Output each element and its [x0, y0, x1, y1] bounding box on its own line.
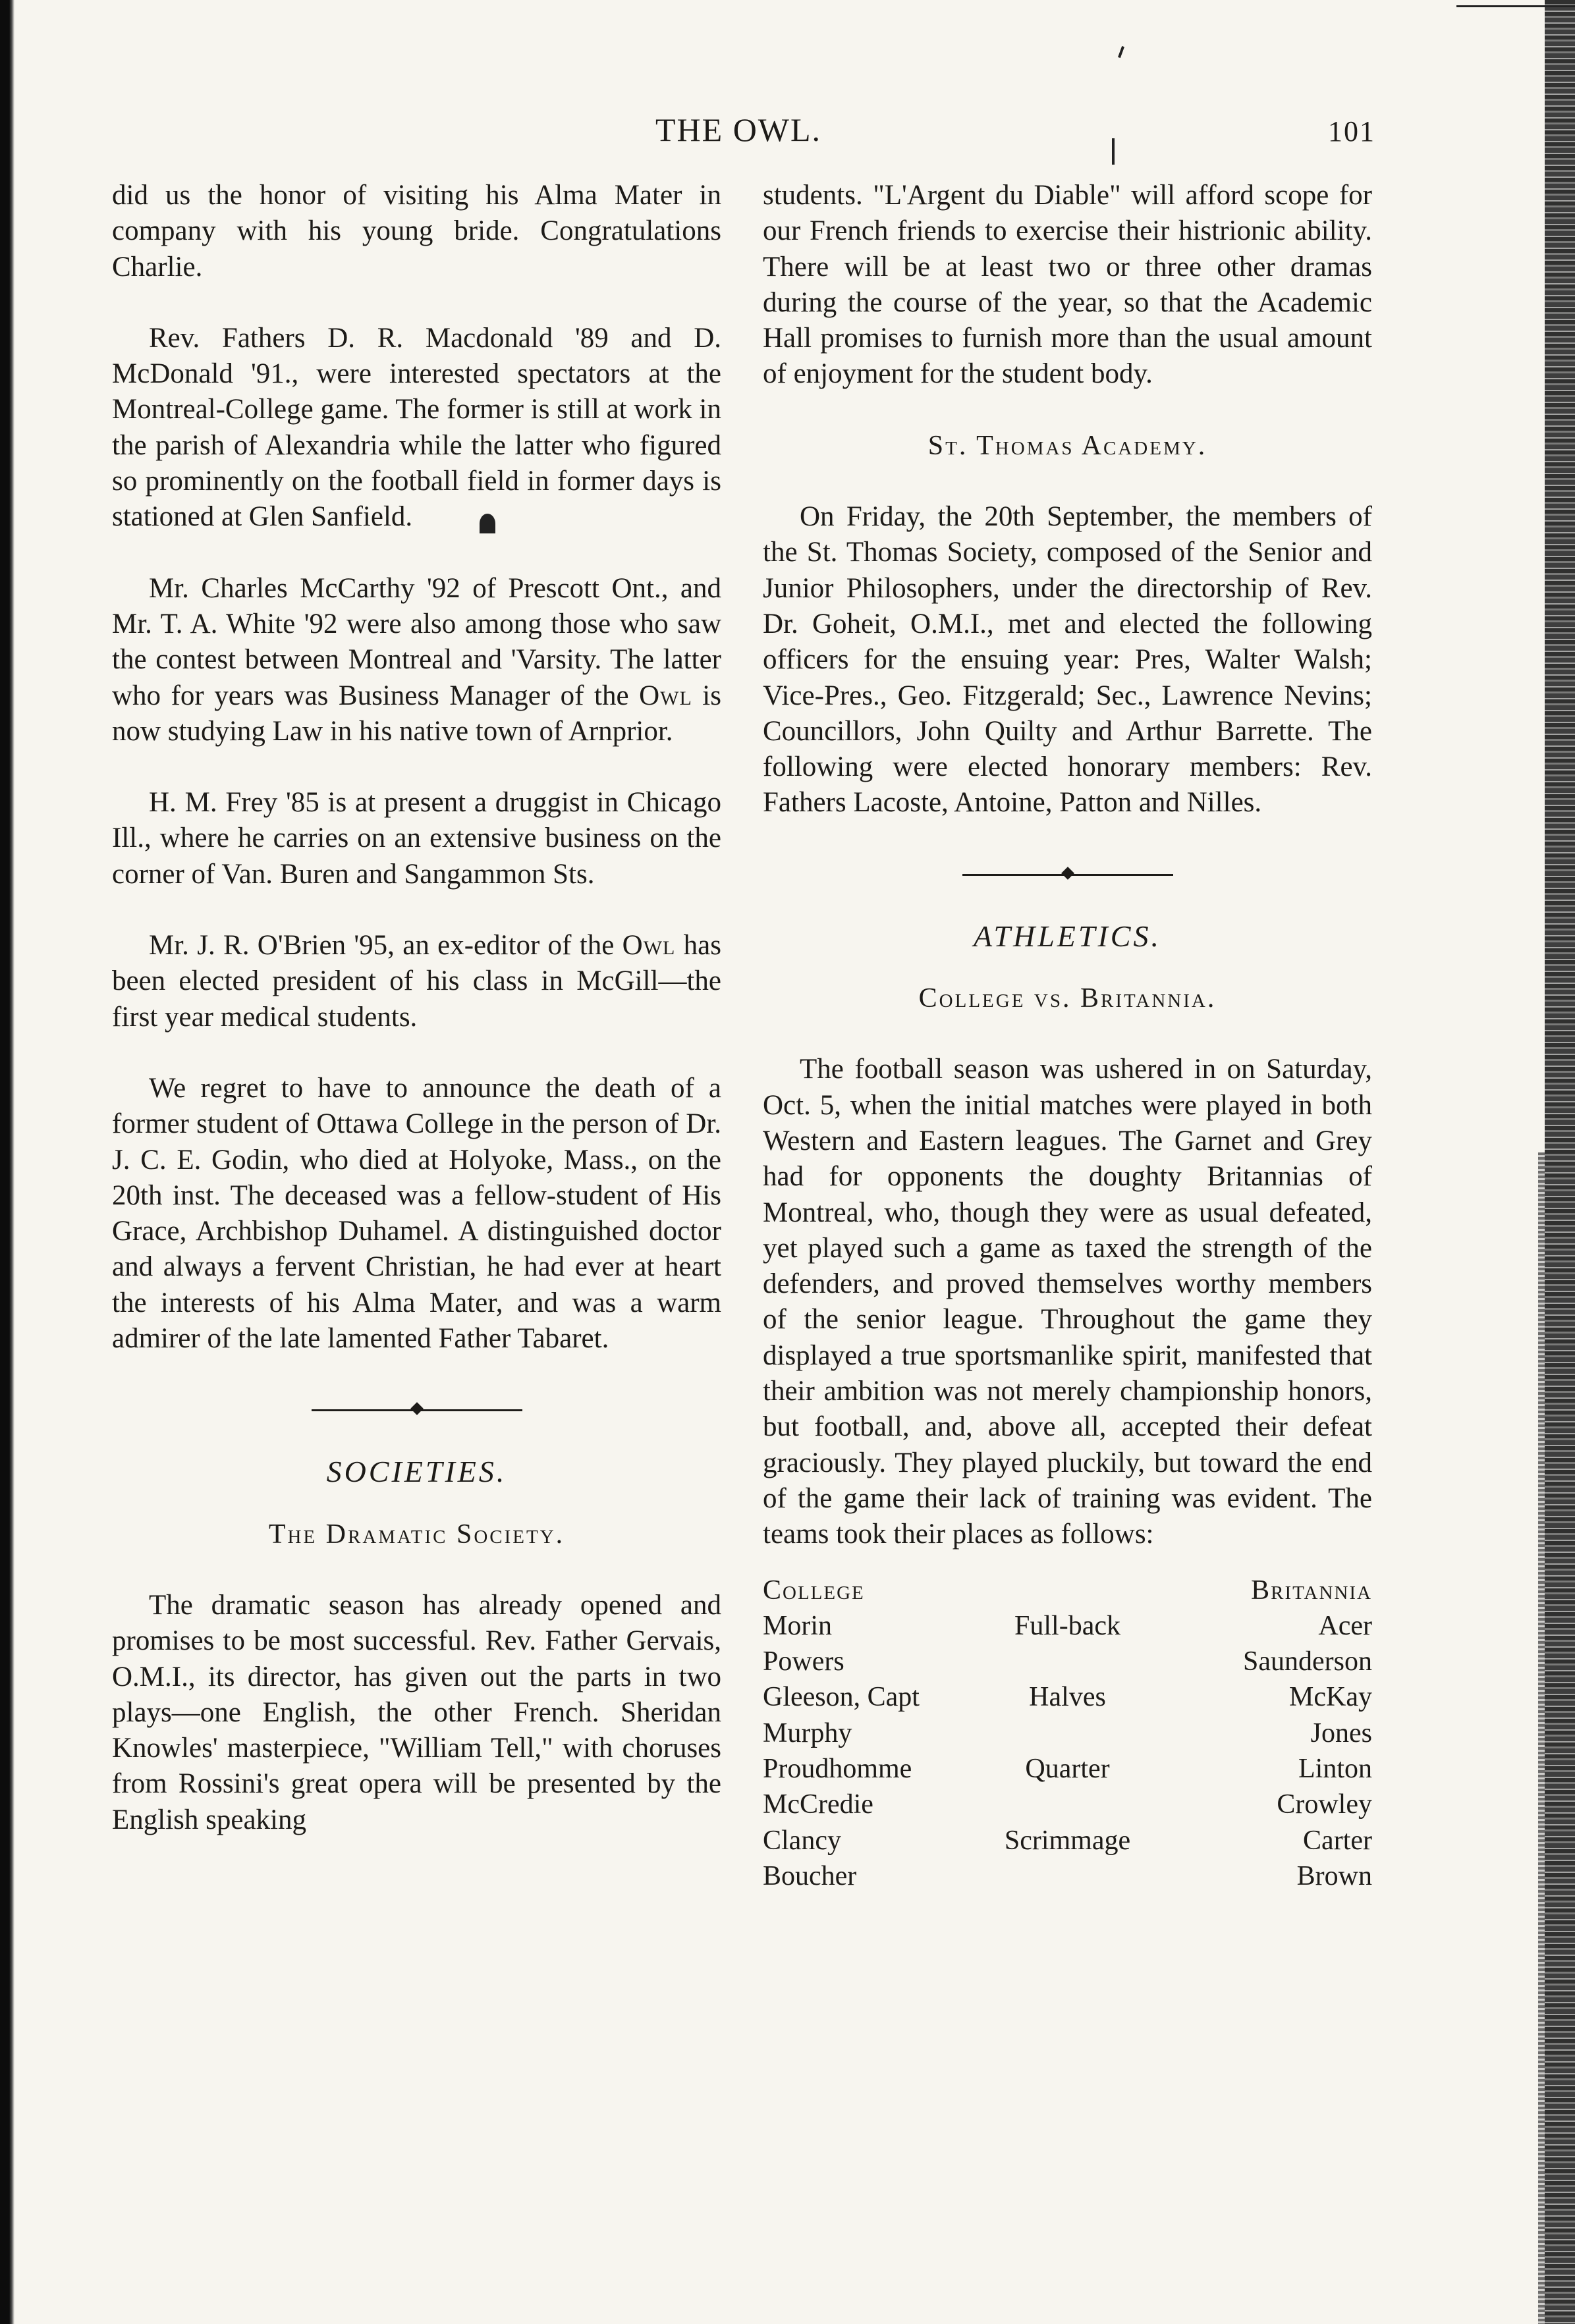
college-vs-britannia-heading: College vs. Britannia.: [918, 983, 1217, 1014]
college-player: Murphy: [763, 1717, 852, 1748]
lineup-position: Quarter: [1025, 1753, 1110, 1784]
college-player: Clancy: [763, 1825, 841, 1856]
journal-title: THE OWL.: [655, 111, 822, 148]
college-player: Gleeson, Capt: [763, 1682, 920, 1713]
paragraph-text: is now studying Law in his native town of Arnprior.: [112, 680, 721, 747]
lineup-row: [763, 1679, 1372, 1715]
societies-heading: SOCIETIES.: [326, 1455, 507, 1489]
team-lineup-table: [763, 1573, 1372, 1895]
lineup-row: [763, 1716, 1372, 1751]
britannia-player: Carter: [1303, 1825, 1372, 1856]
lineup-position: Scrimmage: [1004, 1825, 1131, 1856]
paragraph-alma-mater-visit: did us the honor of visiting his Alma Mater in company with his young bride. Congratulations Charlie.: [112, 180, 721, 283]
lineup-row: [763, 1858, 1372, 1894]
lineup-position: [976, 1716, 1160, 1751]
divider-diamond-icon: [410, 1402, 424, 1415]
college-player: McCredie: [763, 1789, 873, 1820]
paragraph-frey: H. M. Frey '85 is at present a druggist in Chicago Ill., where he carries on an extensive business on the corner of Van. Buren and Sangammon Sts.: [112, 787, 721, 890]
athletics-heading: ATHLETICS.: [974, 919, 1161, 953]
college-player: Powers: [763, 1646, 844, 1677]
lineup-row: [763, 1608, 1372, 1644]
lineup-row: [763, 1787, 1372, 1822]
paragraph-st-thomas-society: On Friday, the 20th September, the members of the St. Thomas Society, composed of the Senior and Junior Philosophers, under the directorship of Rev. Dr. Goheit, O.M.I., met and elected the following officers for the ensuing year: Pres, Walter Walsh; Vice-Pres., Geo. Fitzgerald; Sec., Lawrence Nevins; Councillors, John Quilty and Arthur Barrette. The following were elected honorary members: Rev. Fathers Lacoste, Antoine, Patton and Nilles.: [763, 501, 1372, 819]
section-divider: [763, 857, 1372, 892]
britannia-team-label: Britannia: [1251, 1575, 1372, 1606]
dramatic-society-heading: The Dramatic Society.: [268, 1519, 565, 1550]
section-divider: [112, 1392, 721, 1428]
left-column: [112, 178, 721, 1874]
paragraph-text: has been elected president of his class in McGill—the first year medical students.: [112, 930, 721, 1033]
college-team-label: College: [763, 1575, 865, 1606]
lineup-row: [763, 1644, 1372, 1679]
lineup-position: [976, 1644, 1160, 1679]
scan-shadow-right: [1545, 0, 1575, 2324]
lineup-position: Full-back: [1014, 1610, 1120, 1641]
paragraph-mccarthy-white: [112, 571, 721, 749]
scan-shadow-left: [0, 0, 14, 2324]
college-player: Boucher: [763, 1860, 857, 1891]
right-column: [763, 178, 1372, 1894]
paragraph-football-season: The football season was ushered in on Saturday, Oct. 5, when the initial matches were played in both Western and Eastern leagues. The Garnet and Grey had for opponents the doughty Britannias of Montreal, who, though they were as usual defeated, yet played such a game as taxed the strength of the defenders, and proved themselves worthy members of the senior league. Throughout the game they displayed a true sportsmanlike spirit, manifested that their ambition was not merely championship honors, but football, and, above all, accepted their defeat graciously. They played pluckily, but toward the end of the game their lack of training was evident. The teams took their places as follows:: [763, 1054, 1372, 1550]
st-thomas-academy-heading: St. Thomas Academy.: [927, 430, 1207, 461]
paragraph-obrien: [112, 928, 721, 1035]
lineup-position: [976, 1858, 1160, 1894]
scan-noise-right: [1538, 1152, 1545, 2324]
running-head: [0, 111, 1575, 157]
owl-name: Owl: [622, 930, 676, 961]
britannia-player: Brown: [1296, 1860, 1372, 1891]
college-player: Proudhomme: [763, 1753, 912, 1784]
paragraph-french-play: students. "L'Argent du Diable" will afford scope for our French friends to exercise their histrionic ability. There will be at least two or three other dramas during the course of the year, so that the Academic Hall promises to furnish more than the usual amount of enjoyment for the student body.: [763, 180, 1372, 390]
britannia-player: Crowley: [1277, 1789, 1372, 1820]
page-number: 101: [1328, 115, 1375, 148]
position-column-header: [976, 1573, 1160, 1608]
scan-top-rule: [1456, 5, 1575, 7]
college-player: Morin: [763, 1610, 832, 1641]
britannia-player: Saunderson: [1243, 1646, 1372, 1677]
paragraph-dramatic-season: The dramatic season has already opened and promises to be most successful. Rev. Father Gervais, O.M.I., its director, has given out the parts in two plays—one English, the other French. Sheridan Knowles' masterpiece, "William Tell," with choruses from Rossini's great opera will be presented by the English speaking: [112, 1589, 721, 1835]
paragraph-obituary: We regret to have to announce the death of a former student of Ottawa College in the person of Dr. J. C. E. Godin, who died at Holyoke, Mass., on the 20th inst. The deceased was a fellow-student of His Grace, Archbishop Duhamel. A distinguished doctor and always a fervent Christian, he had ever at heart the interests of his Alma Mater, and was a warm admirer of the late lamented Father Tabaret.: [112, 1072, 721, 1355]
lineup-position: [976, 1787, 1160, 1822]
owl-name: Owl: [639, 680, 692, 711]
britannia-player: Linton: [1298, 1753, 1372, 1784]
lineup-header-row: [763, 1573, 1372, 1608]
lineup-row: [763, 1751, 1372, 1787]
paragraph-rev-fathers: Rev. Fathers D. R. Macdonald '89 and D. McDonald '91., were interested spectators at the Montreal-College game. The former is still at work in the parish of Alexandria while the latter who figured so prominently on the football field in former days is stationed at Glen Sanfield.: [112, 322, 721, 533]
scan-speck: [1118, 46, 1124, 58]
britannia-player: Acer: [1318, 1610, 1372, 1641]
paragraph-text: Mr. J. R. O'Brien '95, an ex-editor of the: [149, 930, 622, 961]
paragraph-text: Mr. Charles McCarthy '92 of Prescott Ont., and Mr. T. A. White '92 were also among those who saw the contest between Montreal and 'Varsity. The latter who for years was Business Manager of the: [112, 572, 721, 711]
lineup-position: Halves: [1029, 1682, 1106, 1713]
lineup-row: [763, 1823, 1372, 1858]
britannia-player: McKay: [1289, 1682, 1372, 1713]
divider-diamond-icon: [1061, 867, 1074, 880]
britannia-player: Jones: [1310, 1717, 1372, 1748]
